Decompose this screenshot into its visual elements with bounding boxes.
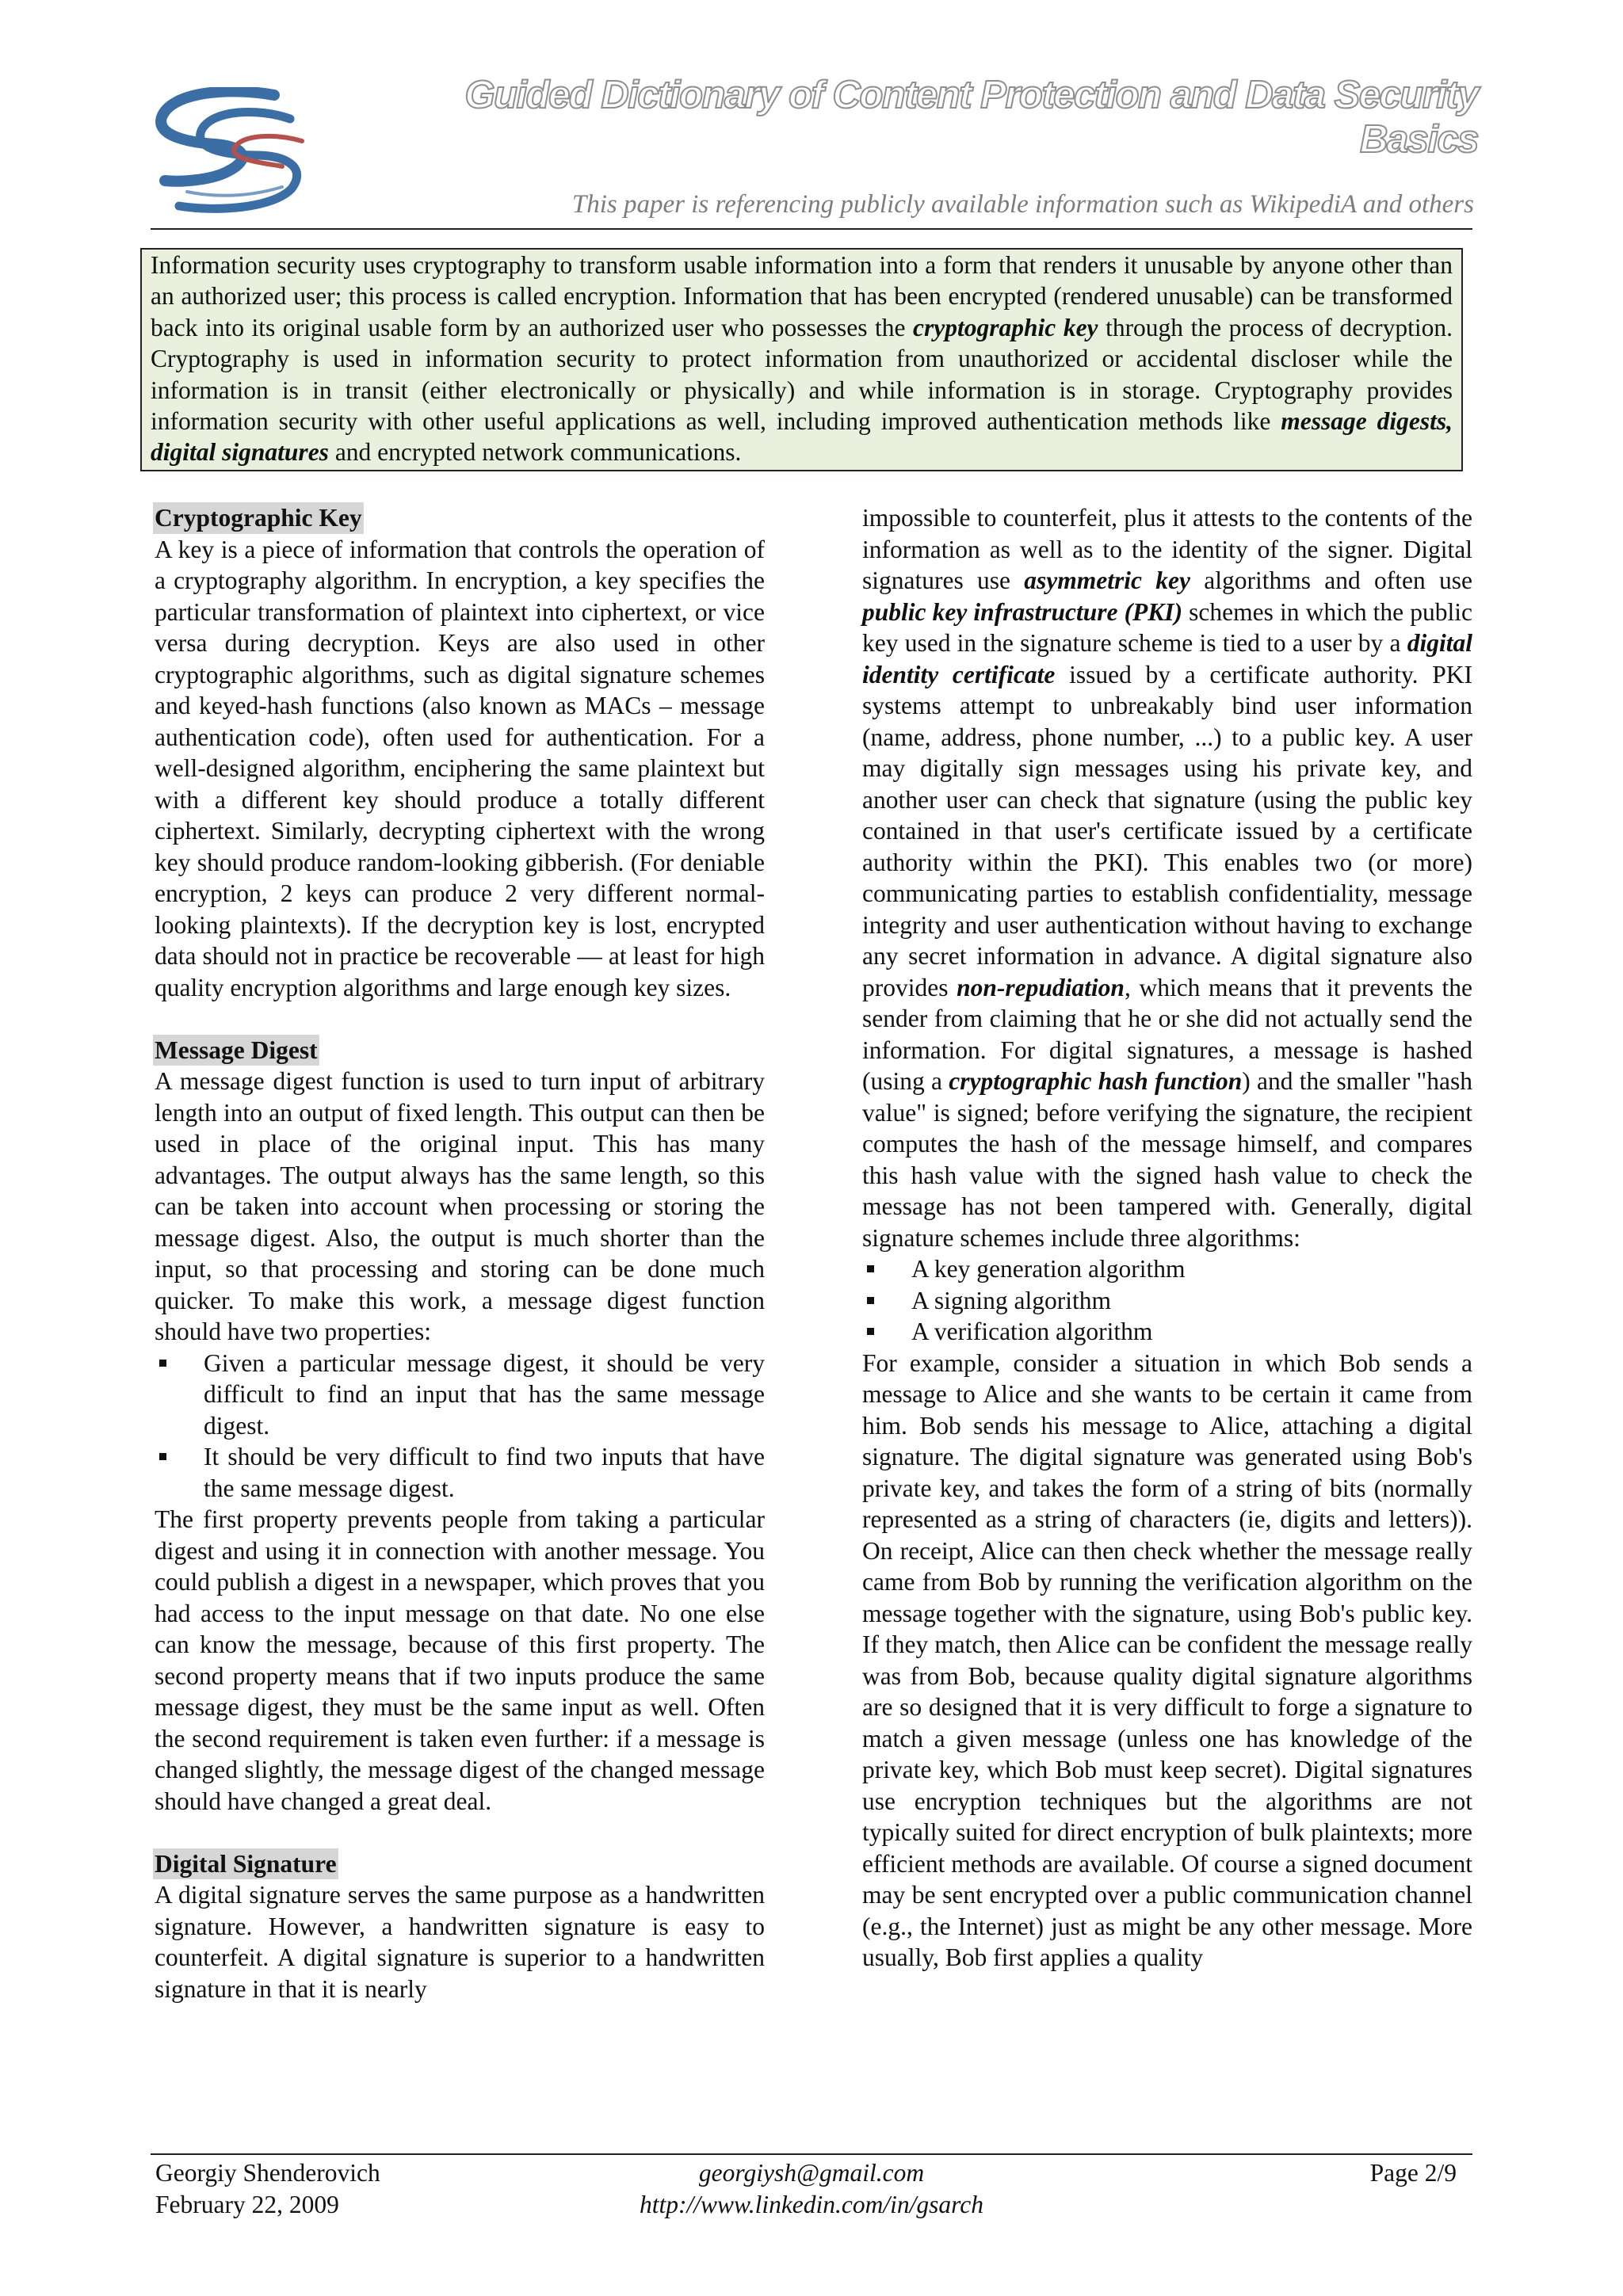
- footer-page-number: Page 2/9: [1369, 2159, 1457, 2187]
- ds-text-4: issued by a certificate authority. PKI systems attempt to unbreakably bind user information (name, address, phone number, ...) to a public key. A user may digitally sign messages using his private key, and another user can check that signature (using the public key contained in that user's certificate issued by a certificate authority within the PKI). This enables two (or more) communicating parties to establish confidentiality, message integrity and user authentication without having to exchange any secret information in advance. A digital signature also provides: [862, 660, 1473, 1001]
- section-heading-cryptographic-key: Cryptographic Key: [153, 502, 364, 534]
- section-heading-message-digest: Message Digest: [153, 1035, 319, 1066]
- term-asymmetric-key: asymmetric key: [1024, 566, 1190, 594]
- left-column: [155, 502, 765, 2004]
- list-item: A signing algorithm: [862, 1285, 1472, 1317]
- intro-paragraph: [151, 250, 1453, 468]
- message-digest-body: A message digest function is used to turn input of arbitrary length into an output of fixed length. This output can then be used in place of the original input. This has many advantages. The output always has the same length, so this can be taken into account when processing or storing the message digest. Also, the output is much shorter than the input, so that processing and storing can be done much quicker. To make this work, a message digest function should have two properties:: [155, 1067, 765, 1345]
- section-gap: [155, 1003, 765, 1035]
- term-digital-identity-certificate: digital identity certificate: [862, 629, 1472, 688]
- section-gap: [155, 1817, 765, 1848]
- message-digest-explanation: The first property prevents people from taking a particular digest and using it in connection with another message. You could publish a digest in a newspaper, which proves that you had access to the input message on that date. No one else can know the message, because of this first property. The second property means that if two inputs produce the same message digest, they must be the same input as well. Often the second requirement is taken even further: if a message is changed slightly, the message digest of the changed message should have changed a great deal.: [155, 1505, 765, 1815]
- intro-text-3: and encrypted network communications.: [328, 438, 742, 467]
- footer-author: Georgiy Shenderovich: [155, 2159, 380, 2187]
- term-cryptographic-hash-function: cryptographic hash function: [949, 1067, 1243, 1095]
- list-item: It should be very difficult to find two inputs that have the same message digest.: [155, 1441, 765, 1504]
- intro-text-1: Information security uses cryptography to transform usable information into a form that renders it unusable by anyone other than an authorized user; this process is called encryption. Information that has been encrypted (rendered unusable) can be transformed back into its original usable form by an authorized user who possesses the: [151, 251, 1453, 341]
- term-pki: public key infrastructure (PKI): [862, 597, 1183, 626]
- right-column: [862, 502, 1472, 1974]
- footer-linkedin-link[interactable]: http://www.linkedin.com/in/gsarch: [640, 2191, 983, 2218]
- list-item: A verification algorithm: [862, 1316, 1472, 1348]
- footer-email-link[interactable]: georgiysh@gmail.com: [698, 2159, 925, 2187]
- gs-logo-icon: [155, 87, 314, 214]
- footer-divider: [151, 2153, 1472, 2155]
- cryptographic-key-body: A key is a piece of information that controls the operation of a cryptography algorithm. In encryption, a key specifies the particular transformation of plaintext into ciphertext, or vice versa during decryption. Keys are also used in other cryptographic algorithms, such as digital signature schemes and keyed-hash functions (also known as MACs – message authentication code), often used for authentication. For a well-designed algorithm, enciphering the same plaintext but with a different key should produce a totally different ciphertext. Similarly, decrypting ciphertext with the wrong key should produce random-looking gibberish. (For deniable encryption, 2 keys can produce 2 very different normal-looking plaintexts). If the decryption key is lost, encrypted data should not in practice be recoverable — at least for high quality encryption algorithms and large enough key sizes.: [155, 535, 765, 1001]
- intro-text-2: through the process of decryption. Cryptography is used in information security to protect information from unauthorized or accidental discloser while the information is in transit (either electronically or physically) and while information is in storage. Cryptography provides information security with other useful applications as well, including improved authentication methods like: [151, 313, 1453, 436]
- message-digest-properties: [155, 1348, 765, 1505]
- list-item: A key generation algorithm: [862, 1253, 1472, 1285]
- ds-text-5: , which means that it prevents the sender from claiming that he or she did not actually send the information. For digital signatures, a message is hashed (using a: [862, 973, 1473, 1095]
- intro-box: [140, 248, 1463, 471]
- term-non-repudiation: non-repudiation: [957, 973, 1125, 1001]
- digital-signature-intro: A digital signature serves the same purpose as a handwritten signature. However, a handwritten signature is easy to counterfeit. A digital signature is superior to a handwritten signature in that it is nearly: [155, 1881, 765, 2003]
- header-divider: [151, 228, 1472, 230]
- intro-term-cryptographic-key: cryptographic key: [913, 313, 1098, 341]
- section-heading-digital-signature: Digital Signature: [153, 1848, 338, 1880]
- digital-signature-example: For example, consider a situation in which Bob sends a message to Alice and she wants to be certain it came from him. Bob sends his message to Alice, attaching a digital signature. The digital signature was generated using Bob's private key, and takes the form of a string of bits (normally represented as a string of characters (ie, digits and letters)). On receipt, Alice can then check whether the message really came from Bob by running the verification algorithm on the message together with the signature, using Bob's public key. If they match, then Alice can be confident the message really was from Bob, because quality digital signature algorithms are so designed that it is very difficult to forge a signature to match a given message (unless one has knowledge of the private key, which Bob must keep secret). Digital signatures use encryption techniques but the algorithms are not typically suited for direct encryption of bulk plaintexts; more efficient methods are available. Of course a signed document may be sent encrypted over a public communication channel (e.g., the Internet) just as might be any other message. More usually, Bob first applies a quality: [862, 1348, 1472, 1971]
- document-subtitle: This paper is referencing publicly available information such as WikipediA and others: [571, 190, 1474, 219]
- signature-algorithms-list: [862, 1253, 1472, 1348]
- footer-date: February 22, 2009: [155, 2191, 339, 2218]
- digital-signature-body: [862, 502, 1472, 1253]
- list-item: Given a particular message digest, it should be very difficult to find an input that has the same message digest.: [155, 1348, 765, 1442]
- ds-text-1: impossible to counterfeit, plus it attests to the contents of the information as well as to the identity of the signer. Digital signatures use: [862, 504, 1472, 594]
- intro-term-digests-signatures: message digests, digital signatures: [151, 407, 1453, 467]
- ds-text-2: algorithms and often use: [1190, 566, 1472, 594]
- ds-text-3: schemes in which the public key used in the signature scheme is tied to a user by a: [862, 597, 1472, 657]
- ds-text-6: ) and the smaller "hash value" is signed; before verifying the signature, the recipient computes the hash of the message himself, and compares this hash value with the signed hash value to check the message has not been tampered with. Generally, digital signature schemes include three algorithms:: [862, 1067, 1472, 1252]
- document-title: Guided Dictionary of Content Protection and Data Security Basics: [464, 74, 1478, 161]
